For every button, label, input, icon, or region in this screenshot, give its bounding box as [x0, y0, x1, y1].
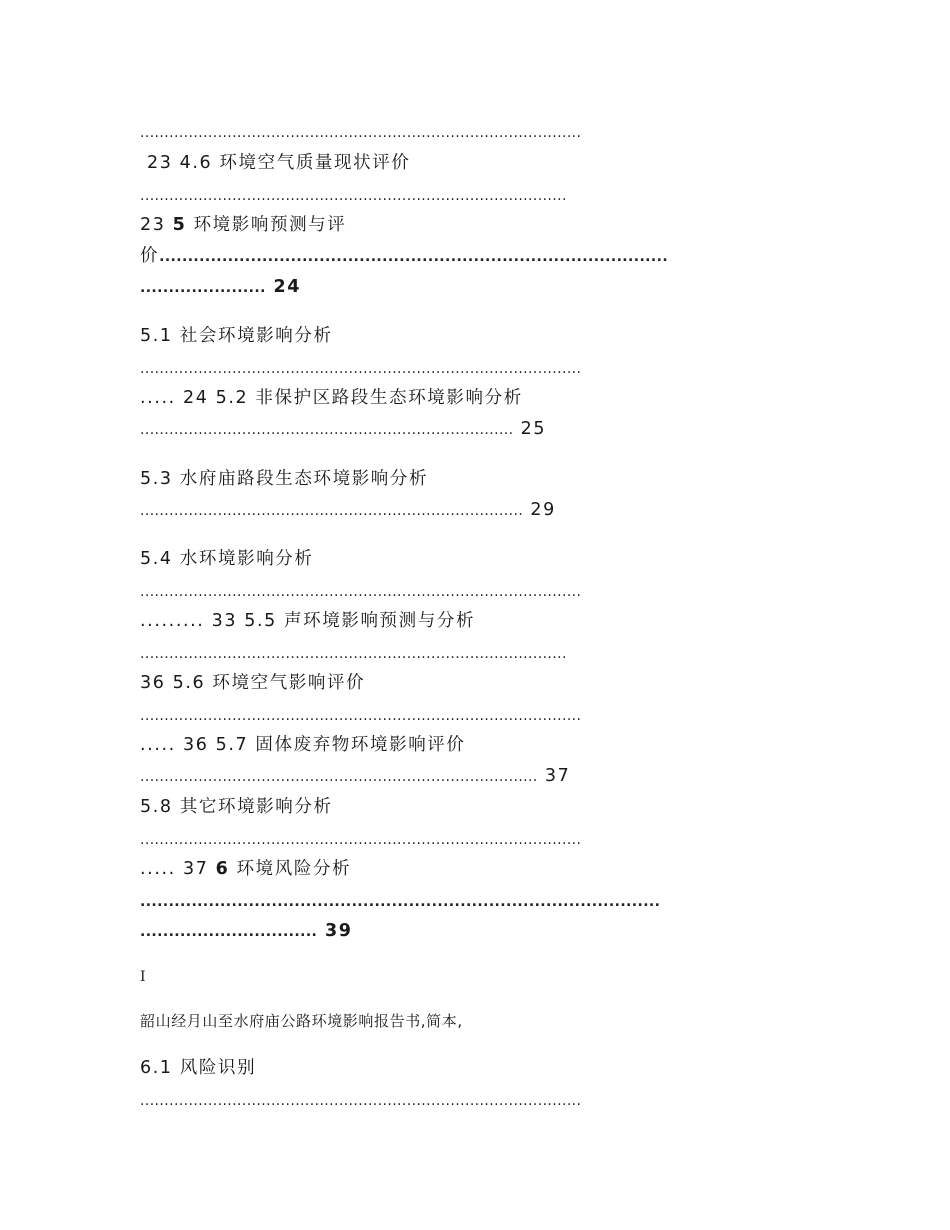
- toc-leader-dots: ...........................................................................................: [140, 1093, 582, 1109]
- toc-leader-dots: ...............................: [140, 924, 318, 940]
- toc-leader-dots: ...........................................................................................: [140, 832, 582, 848]
- toc-leader-dots: ........................................................................................: [140, 646, 567, 662]
- toc-line: [140, 245, 668, 268]
- toc-line: 5.8 其它环境影响分析: [140, 797, 333, 817]
- toc-page-number: 24: [265, 277, 302, 297]
- toc-line: ..... 24 5.2 非保护区路段生态环境影响分析: [140, 388, 523, 408]
- toc-chapter-title: 环境影响预测与评: [186, 215, 347, 235]
- toc-line: 5.3 水府庙路段生态环境影响分析: [140, 469, 429, 489]
- toc-leader-dots: ...............................................................................: [140, 503, 524, 519]
- toc-line: [140, 214, 346, 236]
- toc-line: [140, 418, 546, 441]
- page-number: I: [140, 969, 146, 985]
- toc-leader-dots: ...........................................................................................: [140, 361, 582, 377]
- toc-line: [140, 920, 353, 943]
- toc-line: ..... 36 5.7 固体废弃物环境影响评价: [140, 735, 466, 755]
- toc-page-number: 25: [513, 419, 547, 439]
- toc-leader-dots: ...........................................................................................: [140, 894, 661, 910]
- toc-line: ......... 33 5.5 声环境影响预测与分析: [140, 611, 476, 631]
- toc-leader-dots: .........................................................................................: [159, 249, 669, 265]
- toc-chapter-number: 5: [172, 215, 187, 235]
- toc-line: 5.4 水环境影响分析: [140, 549, 314, 569]
- toc-line: [140, 499, 556, 522]
- toc-line: 36 5.6 环境空气影响评价: [140, 673, 366, 693]
- toc-line: 23 4.6 环境空气质量现状评价: [147, 153, 411, 173]
- toc-line: [140, 276, 301, 299]
- toc-line: [140, 765, 570, 788]
- toc-leader-dots: ...........................................................................................: [140, 708, 582, 724]
- toc-leader-dots: ...........................................................................................: [140, 584, 582, 600]
- toc-leader-dots: .............................................................................: [140, 422, 514, 438]
- toc-page-number: 23: [140, 215, 173, 235]
- toc-leader-dots: ..................................................................................: [140, 769, 538, 785]
- toc-page-number: 29: [523, 500, 556, 520]
- toc-line: [140, 858, 351, 880]
- toc-leader-dots: ........................................................................................: [140, 188, 567, 204]
- toc-line: 5.1 社会环境影响分析: [140, 326, 333, 346]
- running-header: 韶山经月山至水府庙公路环境影响报告书,简本,: [140, 1012, 463, 1030]
- toc-chapter-title: 环境风险分析: [229, 859, 352, 879]
- toc-page-number: ..... 37: [140, 859, 216, 879]
- toc-chapter-title: 价: [140, 246, 160, 266]
- toc-leader-dots: ......................: [140, 280, 266, 296]
- toc-page-number: 37: [537, 766, 571, 786]
- toc-chapter-number: 6: [215, 859, 230, 879]
- toc-page-number: 39: [317, 921, 353, 941]
- toc-leader-dots: ...........................................................................................: [140, 125, 582, 141]
- toc-line: 6.1 风险识别: [140, 1058, 257, 1078]
